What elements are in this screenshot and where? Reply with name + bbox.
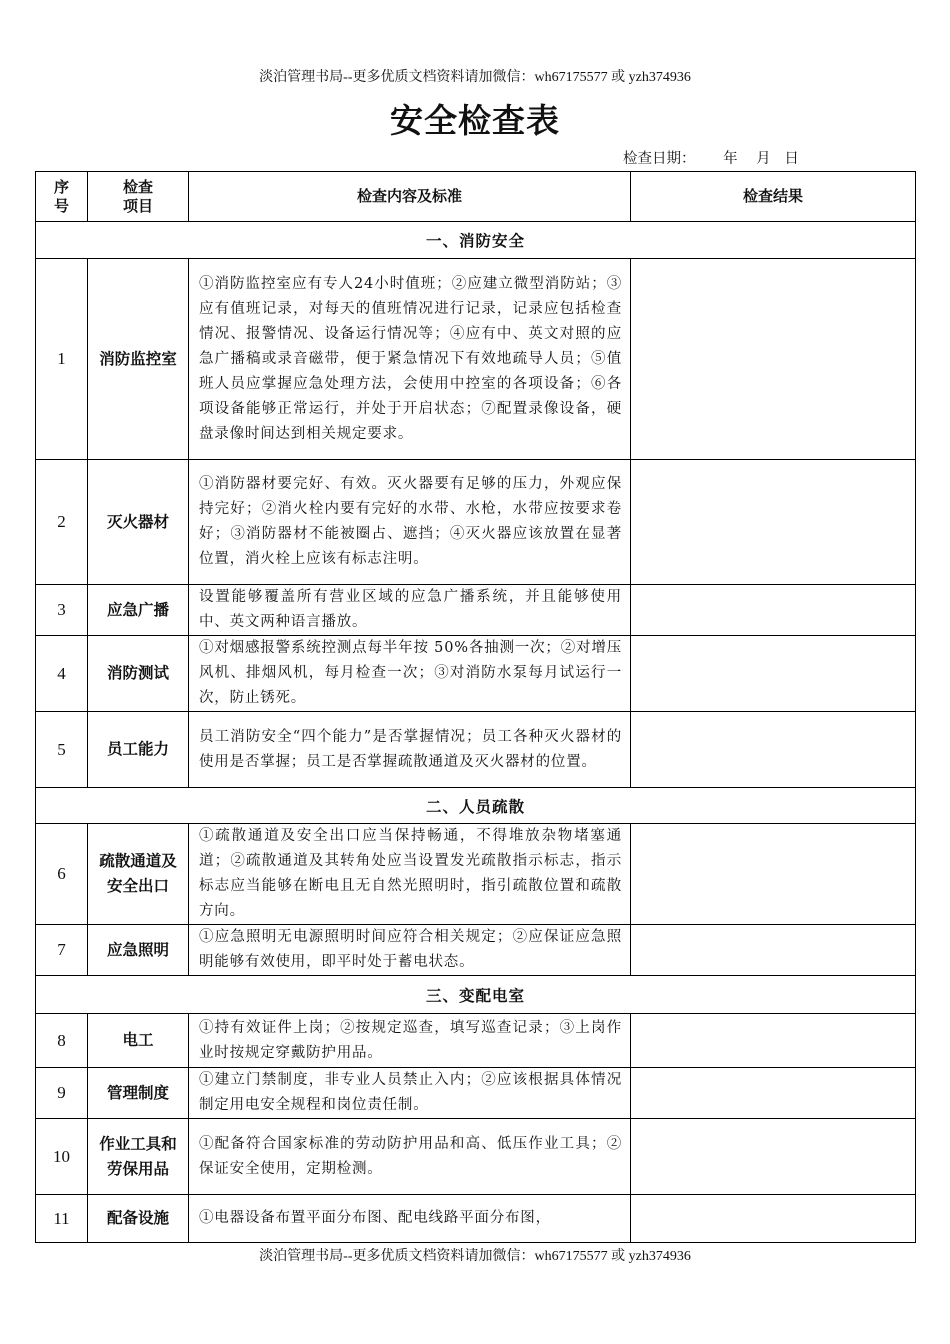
row-content: ①消防监控室应有专人24小时值班；②应建立微型消防站；③应有值班记录，对每天的值班情况进行记录，记录应包括检查情况、报警情况、设备运行情况等；④应有中、英文对照的应急广播稿或录音磁带，便于紧急情况下有效地疏导人员；⑤值班人员应掌握应急处理方法，会使用中控室的各项设备；⑥各项设备能够正常运行，并处于开启状态；⑦配置录像设备，硬盘录像时间达到相关规定要求。 — [189, 259, 631, 460]
row-result[interactable] — [631, 925, 916, 976]
row-content: 设置能够覆盖所有营业区域的应急广播系统，并且能够使用中、英文两种语言播放。 — [189, 585, 631, 636]
row-result[interactable] — [631, 1068, 916, 1119]
row-seq: 5 — [36, 712, 88, 788]
header-result: 检查结果 — [631, 172, 916, 222]
row-result[interactable] — [631, 460, 916, 585]
row-item: 疏散通道及安全出口 — [88, 824, 189, 925]
row-item: 消防监控室 — [88, 259, 189, 460]
section-row — [36, 222, 916, 259]
row-seq: 2 — [36, 460, 88, 585]
row-item: 配备设施 — [88, 1195, 189, 1243]
row-seq: 1 — [36, 259, 88, 460]
row-item: 电工 — [88, 1014, 189, 1068]
row-result[interactable] — [631, 259, 916, 460]
row-seq: 3 — [36, 585, 88, 636]
header-seq: 序号 — [36, 172, 88, 222]
row-item: 应急广播 — [88, 585, 189, 636]
row-seq: 8 — [36, 1014, 88, 1068]
header-content: 检查内容及标准 — [189, 172, 631, 222]
row-content: ①消防器材要完好、有效。灭火器要有足够的压力，外观应保持完好；②消火栓内要有完好的水带、水枪，水带应按要求卷好；③消防器材不能被圈占、遮挡；④灭火器应该放置在显著位置，消火栓上应该有标志注明。 — [189, 460, 631, 585]
row-result[interactable] — [631, 1119, 916, 1195]
row-content: ①建立门禁制度，非专业人员禁止入内；②应该根据具体情况制定用电安全规程和岗位责任制。 — [189, 1068, 631, 1119]
row-seq: 6 — [36, 824, 88, 925]
row-content: ①配备符合国家标准的劳动防护用品和高、低压作业工具；②保证安全使用，定期检测。 — [189, 1119, 631, 1195]
table-row — [36, 636, 916, 712]
row-item: 管理制度 — [88, 1068, 189, 1119]
table-row — [36, 259, 916, 460]
section-title: 二、人员疏散 — [36, 788, 916, 824]
table-header-row — [36, 172, 916, 222]
row-result[interactable] — [631, 1014, 916, 1068]
table-row — [36, 712, 916, 788]
row-seq: 9 — [36, 1068, 88, 1119]
footer-note: 淡泊管理书局--更多优质文档资料请加微信：wh67175577 或 yzh374936 — [259, 1249, 691, 1264]
header-note: 淡泊管理书局--更多优质文档资料请加微信：wh67175577 或 yzh374936 — [259, 70, 691, 85]
table-row — [36, 824, 916, 925]
row-content: ①电器设备布置平面分布图、配电线路平面分布图， — [189, 1195, 631, 1243]
row-seq: 4 — [36, 636, 88, 712]
row-seq: 7 — [36, 925, 88, 976]
table-row — [36, 1068, 916, 1119]
row-seq: 11 — [36, 1195, 88, 1243]
section-title: 一、消防安全 — [36, 222, 916, 259]
table-row — [36, 1119, 916, 1195]
row-result[interactable] — [631, 712, 916, 788]
row-result[interactable] — [631, 824, 916, 925]
row-result[interactable] — [631, 1195, 916, 1243]
page-title: 安全检查表 — [390, 101, 560, 140]
row-content: ①持有效证件上岗；②按规定巡查，填写巡查记录；③上岗作业时按规定穿戴防护用品。 — [189, 1014, 631, 1068]
row-result[interactable] — [631, 636, 916, 712]
table-row — [36, 460, 916, 585]
section-row — [36, 976, 916, 1014]
inspection-date: 检查日期： 年 月 日 — [623, 151, 799, 167]
row-content: 员工消防安全“四个能力”是否掌握情况；员工各种灭火器材的使用是否掌握；员工是否掌握疏散通道及灭火器材的位置。 — [189, 712, 631, 788]
row-item: 作业工具和劳保用品 — [88, 1119, 189, 1195]
row-item: 员工能力 — [88, 712, 189, 788]
section-row — [36, 788, 916, 824]
row-content: ①应急照明无电源照明时间应符合相关规定；②应保证应急照明能够有效使用，即平时处于蓄电状态。 — [189, 925, 631, 976]
row-result[interactable] — [631, 585, 916, 636]
row-seq: 10 — [36, 1119, 88, 1195]
row-content: ①疏散通道及安全出口应当保持畅通，不得堆放杂物堵塞通道；②疏散通道及其转角处应当设置发光疏散指示标志，指示标志应当能够在断电且无自然光照明时，指引疏散位置和疏散方向。 — [189, 824, 631, 925]
row-item: 灭火器材 — [88, 460, 189, 585]
table-row — [36, 1014, 916, 1068]
row-item: 应急照明 — [88, 925, 189, 976]
row-content: ①对烟感报警系统控测点每半年按 50%各抽测一次；②对增压风机、排烟风机，每月检查一次；③对消防水泵每月试运行一次，防止锈死。 — [189, 636, 631, 712]
table-row — [36, 1195, 916, 1243]
table-row — [36, 925, 916, 976]
inspection-table — [35, 171, 916, 1243]
row-item: 消防测试 — [88, 636, 189, 712]
header-item: 检查项目 — [88, 172, 189, 222]
section-title: 三、变配电室 — [36, 976, 916, 1014]
table-row — [36, 585, 916, 636]
